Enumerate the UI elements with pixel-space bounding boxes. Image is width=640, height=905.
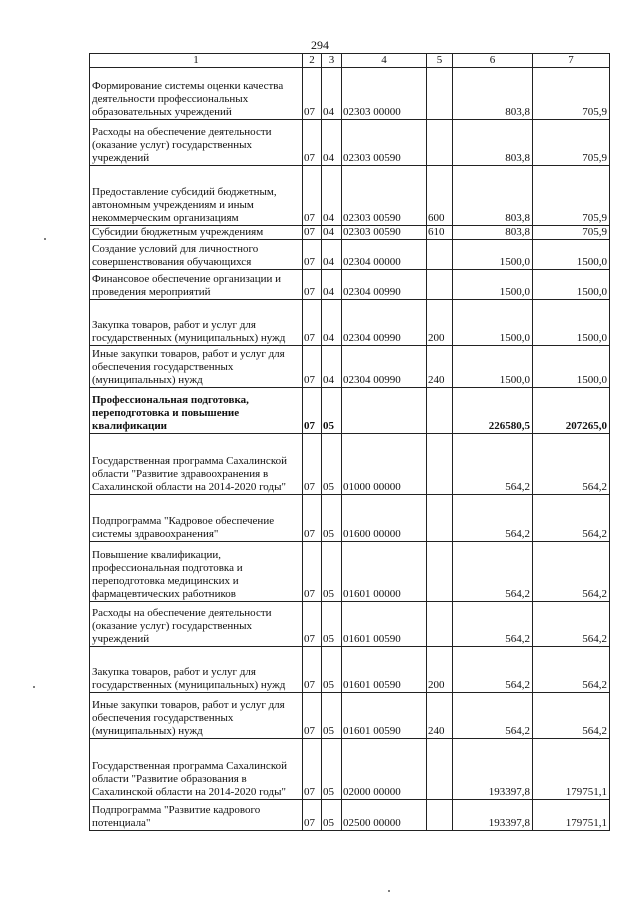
amount-col7-cell: 1500,0 <box>533 346 610 388</box>
subsection-code-cell: 04 <box>322 226 342 240</box>
expense-type-cell: 200 <box>427 300 453 346</box>
subsection-code-cell: 04 <box>322 68 342 120</box>
row-name-cell: Закупка товаров, работ и услуг для государственных (муниципальных) нужд <box>90 647 303 693</box>
amount-col6-cell: 564,2 <box>453 602 533 647</box>
row-name-cell: Формирование системы оценки качества деятельности профессиональных образовательных учреждений <box>90 68 303 120</box>
subsection-code-cell: 04 <box>322 300 342 346</box>
scan-speck <box>44 238 46 240</box>
amount-col6-cell: 1500,0 <box>453 270 533 300</box>
section-code-cell: 07 <box>303 495 322 542</box>
table-row <box>90 68 610 120</box>
subsection-code-cell: 05 <box>322 693 342 739</box>
target-article-cell: 02304 00990 <box>342 346 427 388</box>
expense-type-cell: 200 <box>427 647 453 693</box>
target-article-cell: 02303 00590 <box>342 226 427 240</box>
amount-col7-cell: 564,2 <box>533 434 610 495</box>
expense-type-cell <box>427 495 453 542</box>
table-header-row <box>90 54 610 68</box>
subsection-code-cell: 05 <box>322 434 342 495</box>
amount-col6-cell: 226580,5 <box>453 388 533 434</box>
subsection-code-cell: 05 <box>322 602 342 647</box>
amount-col6-cell: 1500,0 <box>453 300 533 346</box>
subsection-code-cell: 05 <box>322 495 342 542</box>
table-row <box>90 240 610 270</box>
subsection-code-cell: 05 <box>322 647 342 693</box>
target-article-cell: 01601 00590 <box>342 693 427 739</box>
target-article-cell: 01000 00000 <box>342 434 427 495</box>
expense-type-cell <box>427 542 453 602</box>
amount-col7-cell: 564,2 <box>533 693 610 739</box>
table-row <box>90 120 610 166</box>
table-row <box>90 800 610 831</box>
expense-type-cell <box>427 388 453 434</box>
target-article-cell: 01601 00590 <box>342 647 427 693</box>
row-name-cell: Закупка товаров, работ и услуг для государственных (муниципальных) нужд <box>90 300 303 346</box>
row-name-cell: Профессиональная подготовка, переподготовка и повышение квалификации <box>90 388 303 434</box>
row-name-cell: Расходы на обеспечение деятельности (оказание услуг) государственных учреждений <box>90 602 303 647</box>
table-row <box>90 693 610 739</box>
expense-type-cell <box>427 68 453 120</box>
expense-type-cell <box>427 434 453 495</box>
row-name-cell: Государственная программа Сахалинской области "Развитие здравоохранения в Сахалинской области на 2014-2020 годы" <box>90 434 303 495</box>
expense-type-cell <box>427 800 453 831</box>
table-row <box>90 542 610 602</box>
section-code-cell: 07 <box>303 602 322 647</box>
target-article-cell: 02304 00990 <box>342 300 427 346</box>
subsection-code-cell: 04 <box>322 166 342 226</box>
row-name-cell: Подпрограмма "Кадровое обеспечение системы здравоохранения" <box>90 495 303 542</box>
amount-col6-cell: 803,8 <box>453 226 533 240</box>
header-cell: 1 <box>90 54 303 68</box>
amount-col7-cell: 179751,1 <box>533 739 610 800</box>
row-name-cell: Субсидии бюджетным учреждениям <box>90 226 303 240</box>
row-name-cell: Предоставление субсидий бюджетным, автономным учреждениям и иным некоммерческим организациям <box>90 166 303 226</box>
target-article-cell: 02304 00990 <box>342 270 427 300</box>
header-cell: 7 <box>533 54 610 68</box>
section-code-cell: 07 <box>303 120 322 166</box>
scan-speck <box>33 686 35 688</box>
section-code-cell: 07 <box>303 800 322 831</box>
table-row <box>90 166 610 226</box>
amount-col7-cell: 564,2 <box>533 647 610 693</box>
row-name-cell: Иные закупки товаров, работ и услуг для обеспечения государственных (муниципальных) нужд <box>90 346 303 388</box>
section-code-cell: 07 <box>303 166 322 226</box>
amount-col7-cell: 1500,0 <box>533 300 610 346</box>
expense-type-cell <box>427 270 453 300</box>
target-article-cell: 02500 00000 <box>342 800 427 831</box>
target-article-cell: 01600 00000 <box>342 495 427 542</box>
target-article-cell: 02000 00000 <box>342 739 427 800</box>
amount-col7-cell: 1500,0 <box>533 240 610 270</box>
subsection-code-cell: 05 <box>322 388 342 434</box>
amount-col6-cell: 803,8 <box>453 120 533 166</box>
table-row <box>90 226 610 240</box>
section-code-cell: 07 <box>303 300 322 346</box>
amount-col7-cell: 564,2 <box>533 542 610 602</box>
expense-type-cell <box>427 240 453 270</box>
amount-col6-cell: 1500,0 <box>453 346 533 388</box>
amount-col6-cell: 564,2 <box>453 693 533 739</box>
target-article-cell: 02304 00000 <box>342 240 427 270</box>
amount-col7-cell: 705,9 <box>533 226 610 240</box>
expense-type-cell: 240 <box>427 346 453 388</box>
amount-col6-cell: 193397,8 <box>453 739 533 800</box>
section-code-cell: 07 <box>303 434 322 495</box>
section-code-cell: 07 <box>303 226 322 240</box>
table-row <box>90 647 610 693</box>
amount-col7-cell: 564,2 <box>533 602 610 647</box>
table-row <box>90 434 610 495</box>
amount-col6-cell: 803,8 <box>453 68 533 120</box>
table-row <box>90 270 610 300</box>
amount-col6-cell: 564,2 <box>453 434 533 495</box>
header-cell: 3 <box>322 54 342 68</box>
subsection-code-cell: 05 <box>322 800 342 831</box>
table-row <box>90 495 610 542</box>
subsection-code-cell: 04 <box>322 120 342 166</box>
header-cell: 4 <box>342 54 427 68</box>
row-name-cell: Иные закупки товаров, работ и услуг для обеспечения государственных (муниципальных) нужд <box>90 693 303 739</box>
table-row <box>90 388 610 434</box>
scan-speck <box>388 890 390 892</box>
target-article-cell: 01601 00590 <box>342 602 427 647</box>
expense-type-cell <box>427 120 453 166</box>
table-row <box>90 739 610 800</box>
amount-col7-cell: 207265,0 <box>533 388 610 434</box>
target-article-cell: 01601 00000 <box>342 542 427 602</box>
header-cell: 2 <box>303 54 322 68</box>
section-code-cell: 07 <box>303 693 322 739</box>
section-code-cell: 07 <box>303 739 322 800</box>
target-article-cell: 02303 00000 <box>342 68 427 120</box>
amount-col6-cell: 564,2 <box>453 647 533 693</box>
table-row <box>90 346 610 388</box>
target-article-cell: 02303 00590 <box>342 120 427 166</box>
subsection-code-cell: 05 <box>322 542 342 602</box>
amount-col7-cell: 705,9 <box>533 120 610 166</box>
amount-col6-cell: 564,2 <box>453 542 533 602</box>
section-code-cell: 07 <box>303 542 322 602</box>
row-name-cell: Подпрограмма "Развитие кадрового потенциала" <box>90 800 303 831</box>
target-article-cell <box>342 388 427 434</box>
expense-type-cell <box>427 602 453 647</box>
expense-type-cell <box>427 739 453 800</box>
target-article-cell: 02303 00590 <box>342 166 427 226</box>
section-code-cell: 07 <box>303 270 322 300</box>
budget-table <box>89 53 610 831</box>
section-code-cell: 07 <box>303 388 322 434</box>
row-name-cell: Расходы на обеспечение деятельности (оказание услуг) государственных учреждений <box>90 120 303 166</box>
subsection-code-cell: 04 <box>322 240 342 270</box>
table-row <box>90 602 610 647</box>
row-name-cell: Государственная программа Сахалинской области "Развитие образования в Сахалинской области на 2014-2020 годы" <box>90 739 303 800</box>
section-code-cell: 07 <box>303 240 322 270</box>
row-name-cell: Создание условий для личностного совершенствования обучающихся <box>90 240 303 270</box>
section-code-cell: 07 <box>303 647 322 693</box>
expense-type-cell: 600 <box>427 166 453 226</box>
amount-col6-cell: 803,8 <box>453 166 533 226</box>
amount-col7-cell: 179751,1 <box>533 800 610 831</box>
amount-col7-cell: 705,9 <box>533 166 610 226</box>
amount-col7-cell: 564,2 <box>533 495 610 542</box>
amount-col7-cell: 1500,0 <box>533 270 610 300</box>
row-name-cell: Повышение квалификации, профессиональная подготовка и переподготовка медицинских и фармацевтических работников <box>90 542 303 602</box>
amount-col7-cell: 705,9 <box>533 68 610 120</box>
header-cell: 6 <box>453 54 533 68</box>
page-number: 294 <box>311 38 329 52</box>
row-name-cell: Финансовое обеспечение организации и проведения мероприятий <box>90 270 303 300</box>
subsection-code-cell: 04 <box>322 270 342 300</box>
header-cell: 5 <box>427 54 453 68</box>
amount-col6-cell: 193397,8 <box>453 800 533 831</box>
expense-type-cell: 610 <box>427 226 453 240</box>
amount-col6-cell: 564,2 <box>453 495 533 542</box>
expense-type-cell: 240 <box>427 693 453 739</box>
subsection-code-cell: 05 <box>322 739 342 800</box>
section-code-cell: 07 <box>303 346 322 388</box>
section-code-cell: 07 <box>303 68 322 120</box>
table-row <box>90 300 610 346</box>
amount-col6-cell: 1500,0 <box>453 240 533 270</box>
subsection-code-cell: 04 <box>322 346 342 388</box>
